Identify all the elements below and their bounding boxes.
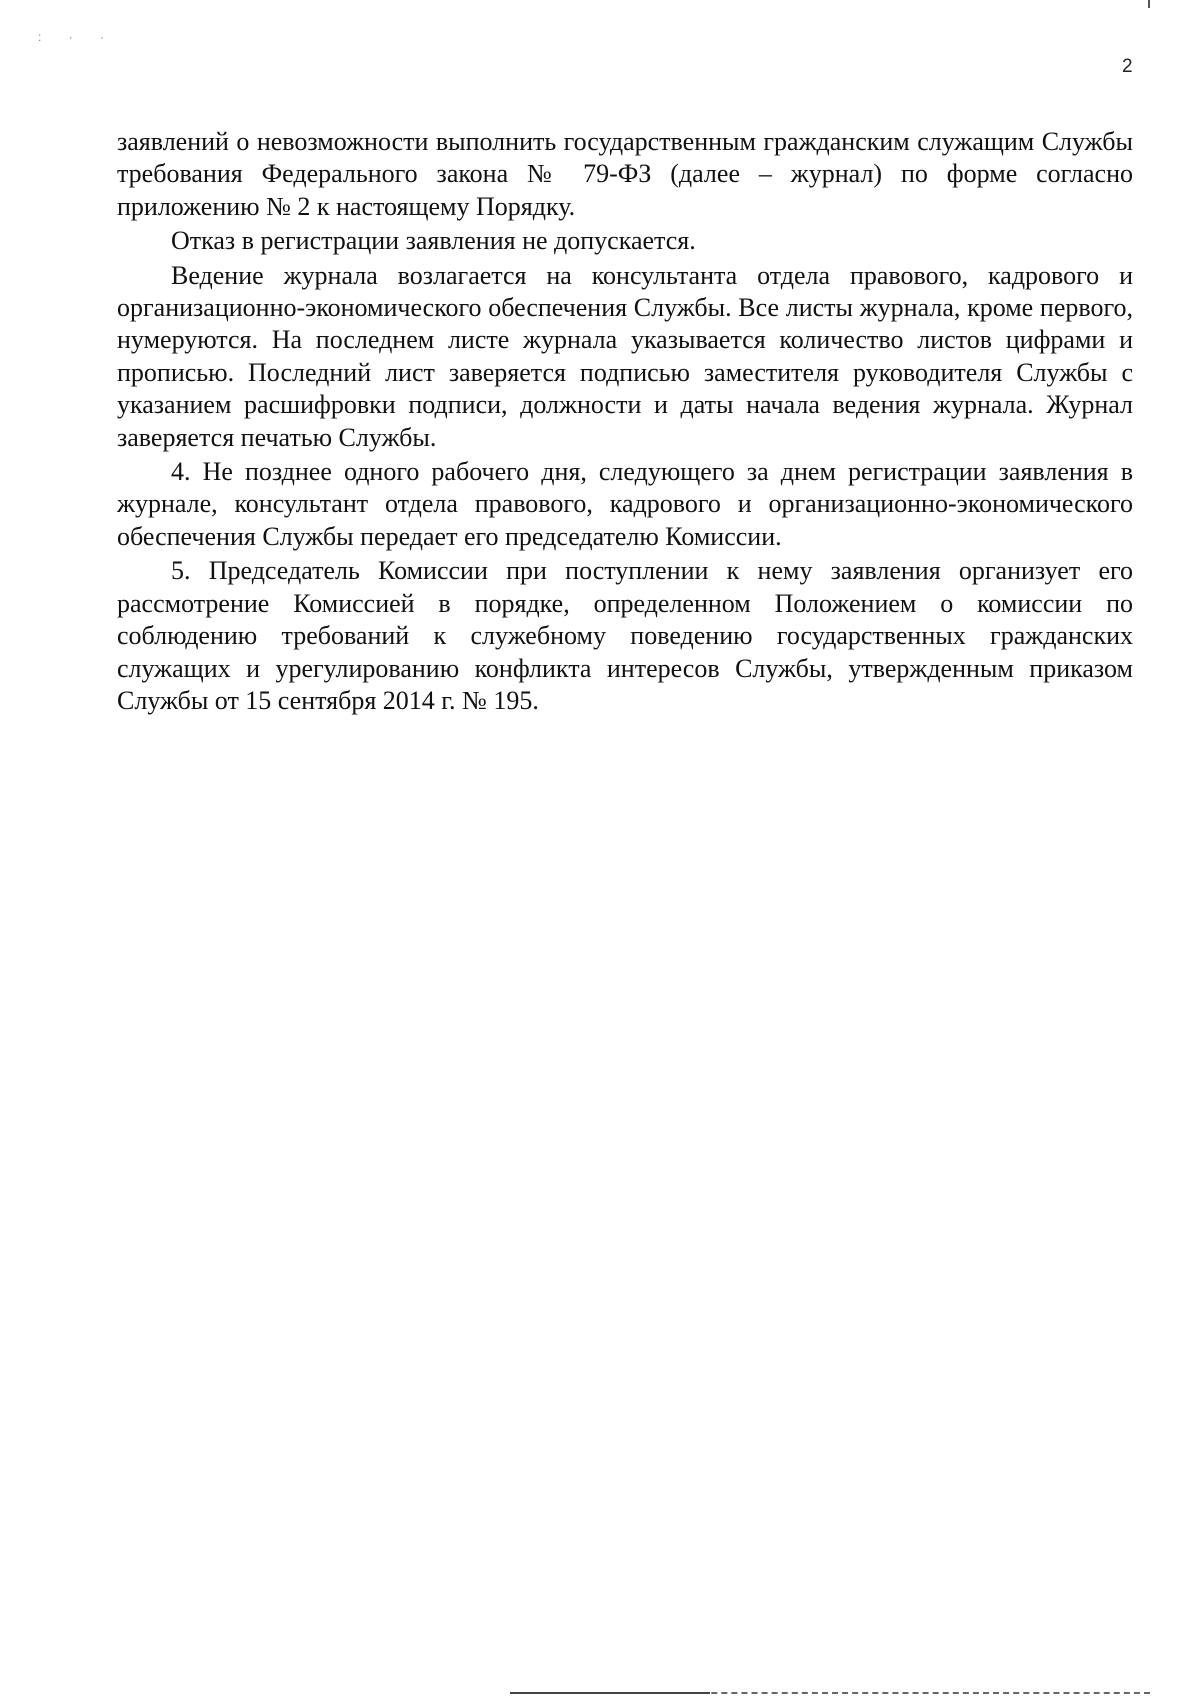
paragraph-item-5: 5. Председатель Комиссии при поступлении к нему заявления организует его рассмотрение Комиссией в порядке, определенном Положением о комиссии по соблюдению требований к служебному поведению государственных гражданских служащих и урегулированию конфликта интересов Службы, утвержденным приказом Службы от 15 сентября 2014 г. № 195. [117,556,1133,715]
scan-artifact-mark [1148,0,1150,8]
paragraph-item-4: 4. Не позднее одного рабочего дня, следующего за днем регистрации заявления в журнале, консультант отдела правового, кадрового и организационно-экономического обеспечения Службы передает его председателю Комиссии. [117,457,1133,551]
document-body [117,126,1133,719]
paragraph-refusal: Отказ в регистрации заявления не допускается. [171,226,696,256]
scan-artifact-bottom-rule [510,1692,710,1694]
scan-artifact-dots: : · · [38,30,116,44]
paragraph-journal-keeping: Ведение журнала возлагается на консультанта отдела правового, кадрового и организационно-экономического обеспечения Службы. Все листы журнала, кроме первого, нумеруются. На последнем листе журнала указывается количество листов цифрами и прописью. Последний лист заверяется подписью заместителя руководителя Службы с указанием расшифровки подписи, должности и даты начала ведения журнала. Журнал заверяется печатью Службы. [117,260,1133,452]
paragraph-continuation: заявлений о невозможности выполнить государственным гражданским служащим Службы требования Федерального закона № 79-ФЗ (далее – журнал) по форме согласно приложению № 2 к настоящему Порядку. [117,127,1133,221]
page-number: 2 [1122,56,1133,77]
